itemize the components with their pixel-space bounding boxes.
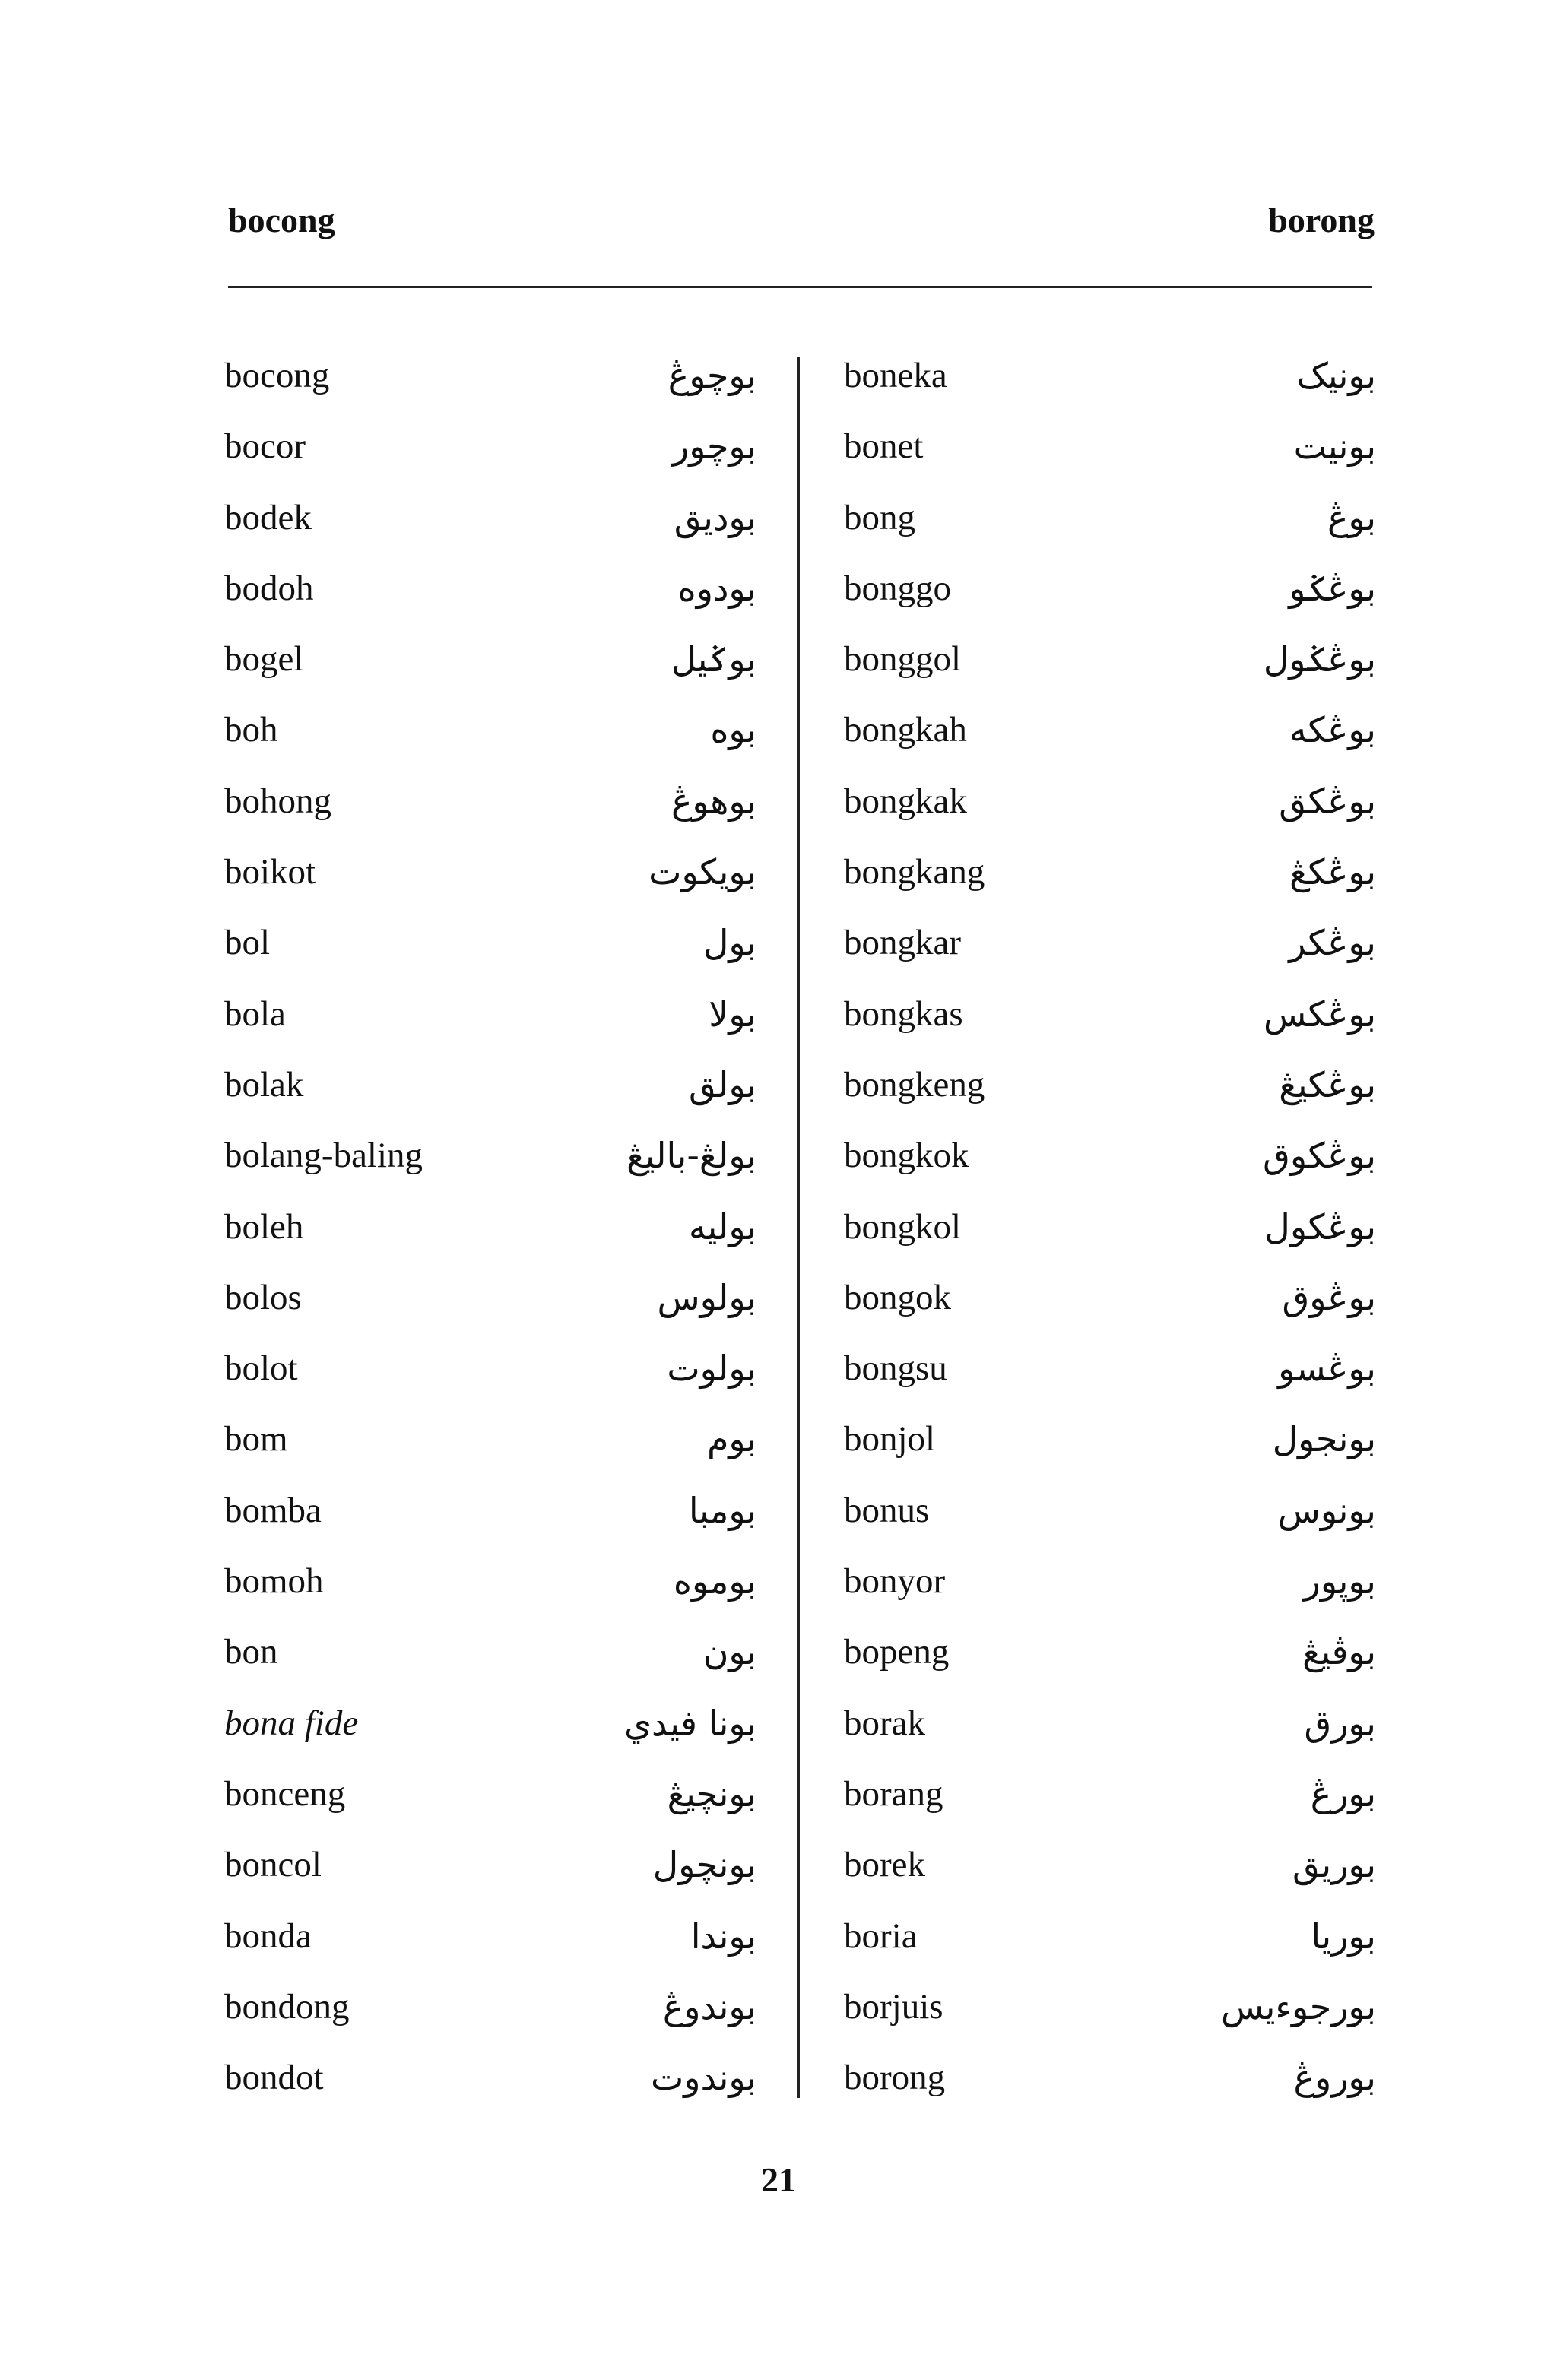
entry-jawi: بوڠکق <box>1279 780 1376 822</box>
dictionary-entry <box>844 635 1376 705</box>
entry-jawi: بونيت <box>1293 426 1376 467</box>
entry-jawi: بوموه <box>673 1561 756 1602</box>
entry-jawi: بودوه <box>677 567 756 609</box>
dictionary-entry <box>844 1557 1376 1627</box>
entry-jawi: بوݢيل <box>671 639 756 680</box>
dictionary-entry <box>844 1273 1376 1344</box>
dictionary-entry <box>224 422 756 493</box>
entry-rumi: bodek <box>224 497 312 537</box>
entry-rumi: bomoh <box>224 1561 324 1602</box>
dictionary-entry <box>844 1344 1376 1415</box>
entry-rumi: bolot <box>224 1348 298 1389</box>
entry-rumi: bocong <box>224 356 330 395</box>
dictionary-entry <box>224 1203 756 1273</box>
entry-jawi: بوڠکه <box>1289 709 1376 751</box>
entry-jawi: بولوس <box>657 1276 756 1318</box>
entry-rumi: bonjol <box>844 1419 936 1459</box>
dictionary-entry <box>224 1982 756 2053</box>
dictionary-entry <box>224 1131 756 1202</box>
entry-rumi: bolak <box>224 1064 304 1104</box>
dictionary-entry <box>224 564 756 635</box>
column-divider <box>797 357 800 2098</box>
entry-rumi: bopeng <box>844 1632 950 1672</box>
entry-jawi: بورق <box>1304 1702 1376 1744</box>
entry-jawi: بونچيڠ <box>667 1773 756 1814</box>
entry-rumi: bongkol <box>844 1206 962 1247</box>
entry-rumi: bongsu <box>844 1348 947 1389</box>
entry-rumi: bomba <box>224 1490 322 1530</box>
entry-rumi: boh <box>224 710 278 750</box>
running-header-left: bocong <box>228 201 335 239</box>
entry-rumi: bol <box>224 923 271 963</box>
dictionary-entry <box>224 1699 756 1770</box>
entry-jawi: بوڠݢو <box>1289 567 1376 609</box>
entry-rumi: bong <box>844 497 915 537</box>
entry-jawi: بوهوڠ <box>671 780 756 822</box>
dictionary-entry <box>224 990 756 1060</box>
entry-jawi: بونجول <box>1272 1418 1376 1460</box>
entry-rumi: bodoh <box>224 568 314 608</box>
entry-rumi: bondot <box>224 2058 324 2098</box>
dictionary-entry <box>844 777 1376 848</box>
entry-jawi: بوچوڠ <box>668 355 756 396</box>
dictionary-entry <box>224 705 756 776</box>
entry-rumi: bongkang <box>844 852 985 892</box>
entry-rumi: bohong <box>224 781 331 821</box>
dictionary-entry <box>844 1770 1376 1840</box>
entry-rumi: boleh <box>224 1206 304 1247</box>
entry-jawi: بوڠسو <box>1278 1348 1376 1390</box>
dictionary-entry <box>844 493 1376 564</box>
entry-jawi: بوڠکوق <box>1263 1135 1376 1177</box>
entry-rumi: borjuis <box>844 1986 943 2027</box>
entry-jawi: بول <box>703 922 756 964</box>
entry-rumi: bonyor <box>844 1561 946 1602</box>
dictionary-entry <box>224 848 756 918</box>
dictionary-entry <box>844 1982 1376 2053</box>
entry-jawi: بوروڠ <box>1293 2057 1376 2099</box>
dictionary-entry <box>224 2053 756 2124</box>
entry-jawi: بورجوءيس <box>1220 1985 1376 2027</box>
entry-rumi: boikot <box>224 852 316 892</box>
dictionary-entry <box>844 564 1376 635</box>
dictionary-entry <box>844 351 1376 422</box>
dictionary-entry <box>224 1273 756 1344</box>
right-column <box>844 351 1376 2124</box>
entry-jawi: بوريق <box>1292 1844 1376 1886</box>
entry-jawi: بويکوت <box>648 851 756 893</box>
entry-rumi: borong <box>844 2058 946 2098</box>
entry-rumi: borek <box>844 1845 926 1885</box>
dictionary-entry <box>844 1060 1376 1131</box>
entry-jawi: بورڠ <box>1310 1773 1376 1814</box>
entry-rumi: bom <box>224 1419 288 1459</box>
entry-rumi: bongok <box>844 1277 951 1317</box>
entry-rumi: bonus <box>844 1490 930 1530</box>
entry-rumi: bonceng <box>224 1773 346 1814</box>
entry-rumi: bongkas <box>844 994 963 1034</box>
entry-rumi: bonggol <box>844 639 962 680</box>
entry-jawi: بوڠکس <box>1263 993 1376 1035</box>
entry-jawi: بولا <box>709 993 756 1035</box>
dictionary-entry <box>844 1627 1376 1698</box>
entry-rumi: bolang-baling <box>224 1136 423 1176</box>
entry-jawi: بوڠکڠ <box>1289 851 1376 893</box>
entry-rumi: bondong <box>224 1986 350 2027</box>
running-header-right: borong <box>1268 201 1375 239</box>
entry-jawi: بوڤيڠ <box>1302 1631 1376 1673</box>
dictionary-entry <box>224 1486 756 1557</box>
entry-rumi: borak <box>844 1703 926 1743</box>
entry-jawi: بوندوڠ <box>662 1985 756 2027</box>
entry-jawi: بولڠ-باليڠ <box>626 1135 756 1177</box>
entry-rumi: bongkok <box>844 1136 969 1176</box>
dictionary-entry <box>224 1060 756 1131</box>
entry-rumi: boncol <box>224 1845 322 1885</box>
entry-jawi: بوڠ <box>1327 496 1376 538</box>
dictionary-entry <box>844 1131 1376 1202</box>
dictionary-entry <box>224 1627 756 1698</box>
entry-rumi: boneka <box>844 356 947 395</box>
entry-rumi: bocor <box>224 426 306 467</box>
dictionary-entry <box>844 1203 1376 1273</box>
dictionary-entry <box>224 1912 756 1982</box>
dictionary-entry <box>224 1770 756 1840</box>
entry-jawi: بوڠݢول <box>1263 639 1376 680</box>
entry-rumi: bona fide <box>224 1703 359 1743</box>
dictionary-entry <box>224 1344 756 1415</box>
dictionary-entry <box>224 1557 756 1627</box>
dictionary-entry <box>844 705 1376 776</box>
dictionary-entry <box>844 1699 1376 1770</box>
dictionary-entry <box>224 918 756 989</box>
entry-rumi: bongkar <box>844 923 962 963</box>
entry-jawi: بوه <box>710 709 756 751</box>
entry-jawi: بونوس <box>1277 1489 1376 1531</box>
dictionary-entry <box>844 2053 1376 2124</box>
entry-jawi: بوڠکول <box>1264 1206 1376 1247</box>
entry-rumi: bongkah <box>844 710 967 750</box>
entry-jawi: بونچول <box>652 1844 756 1886</box>
dictionary-entry <box>844 1486 1376 1557</box>
dictionary-entry <box>224 777 756 848</box>
dictionary-entry <box>224 493 756 564</box>
page-number: 21 <box>761 2160 796 2199</box>
header-rule <box>228 286 1372 288</box>
dictionary-entry <box>844 990 1376 1060</box>
entry-rumi: bonda <box>224 1916 312 1956</box>
entry-rumi: boria <box>844 1916 918 1956</box>
entry-jawi: بون <box>702 1631 756 1673</box>
dictionary-entry <box>844 848 1376 918</box>
dictionary-entry <box>224 1415 756 1485</box>
entry-jawi: بوچور <box>672 426 756 467</box>
entry-rumi: bola <box>224 994 286 1034</box>
entry-jawi: بومبا <box>688 1489 756 1531</box>
entry-rumi: bonet <box>844 426 924 467</box>
dictionary-entry <box>844 918 1376 989</box>
dictionary-entry <box>224 351 756 422</box>
entry-rumi: bon <box>224 1632 278 1672</box>
dictionary-entry <box>224 1840 756 1911</box>
entry-rumi: bonggo <box>844 568 951 608</box>
entry-jawi: بوريا <box>1311 1915 1376 1957</box>
dictionary-entry <box>844 1912 1376 1982</box>
dictionary-entry <box>844 422 1376 493</box>
entry-jawi: بونيک <box>1296 355 1376 396</box>
entry-jawi: بوڠوق <box>1282 1276 1376 1318</box>
entry-jawi: بوم <box>706 1418 756 1460</box>
entry-jawi: بولوت <box>667 1348 756 1390</box>
entry-rumi: bolos <box>224 1277 302 1317</box>
entry-jawi: بوڠکيڠ <box>1279 1063 1376 1105</box>
entry-jawi: بوڽور <box>1303 1561 1376 1602</box>
entry-rumi: bongkak <box>844 781 967 821</box>
entry-jawi: بونا فيدي <box>623 1702 756 1744</box>
entry-jawi: بولق <box>689 1063 756 1105</box>
left-column <box>224 351 756 2124</box>
entry-jawi: بوليه <box>688 1206 756 1247</box>
entry-rumi: bogel <box>224 639 304 680</box>
entry-jawi: بوندوت <box>650 2057 756 2099</box>
entry-rumi: borang <box>844 1773 943 1814</box>
dictionary-entry <box>844 1415 1376 1485</box>
entry-jawi: بوديق <box>674 496 756 538</box>
entry-rumi: bongkeng <box>844 1064 985 1104</box>
entry-jawi: بوڠکر <box>1289 922 1376 964</box>
dictionary-entry <box>224 635 756 705</box>
entry-jawi: بوندا <box>690 1915 756 1957</box>
dictionary-entry <box>844 1840 1376 1911</box>
